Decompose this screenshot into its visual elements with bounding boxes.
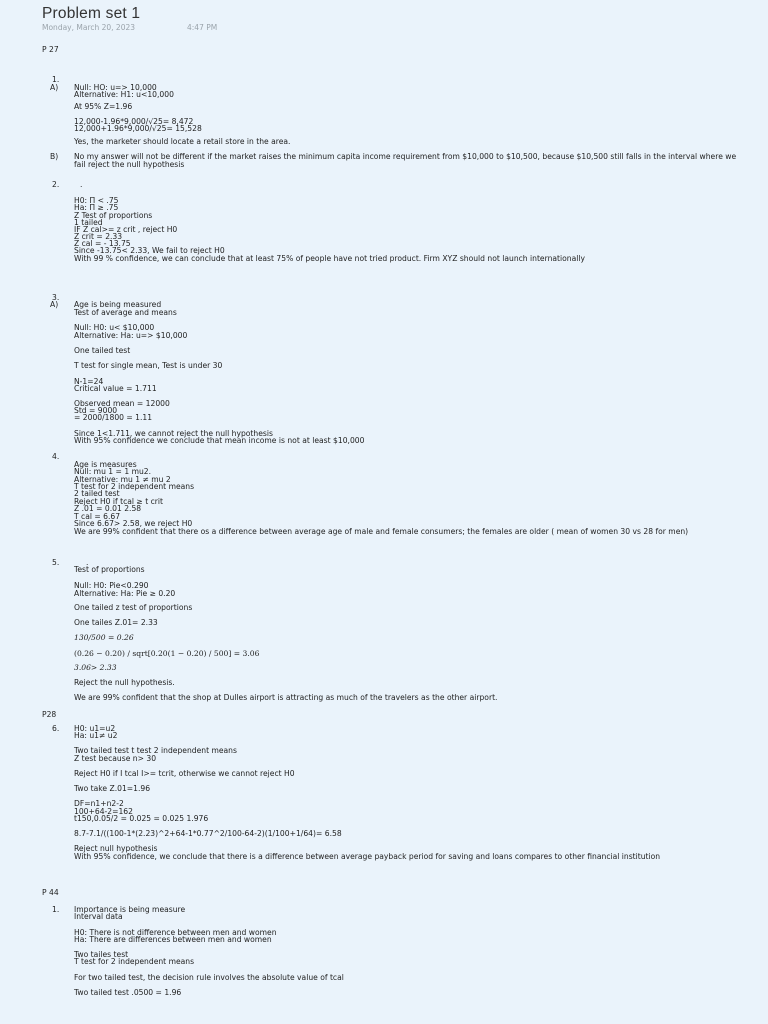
- q3-ttest: T test for single mean, Test is under 30: [74, 361, 223, 370]
- q1-answer-b: No my answer will not be different if the market raises the minimum capita income requirement from $10,000 to $10,500, because $10,500 still falls in the interval where we fail reject the null hypothesis: [74, 152, 737, 169]
- page-time: 4:47 PM: [187, 23, 218, 32]
- q1-upper: 12,000+1.96*9,000/√25= 15,528: [74, 124, 202, 133]
- q6-df-calc: 100+64-2=162: [74, 807, 133, 816]
- q6-h0: H0: u1=u2: [74, 724, 116, 733]
- q2-zcal: Z cal = - 13.75: [74, 239, 131, 248]
- q4-two-tailed: 2 tailed test: [74, 489, 120, 498]
- section-p44: P 44: [42, 888, 59, 897]
- q4-null: Null: mu 1 = 1 mu2.: [74, 467, 152, 476]
- q2-zcrit: Z crit = 2.33: [74, 232, 123, 241]
- p44-q1-measure: Importance is being measure: [74, 905, 186, 914]
- q5-z01: One tailes Z.01= 2.33: [74, 618, 158, 627]
- q3-conclusion: With 95% confidence we conclude that mean income is not at least $10,000: [74, 436, 365, 445]
- page-title: Problem set 1: [42, 5, 141, 22]
- q2-since: Since -13.75< 2.33, We fail to reject H0: [74, 246, 225, 255]
- p44-q1-two-tailed: Two tailes test: [74, 950, 129, 959]
- q6-reject: Reject null hypothesis: [74, 844, 158, 853]
- q6-tcrit: t150,0.05/2 = 0.025 = 0.025 1.976: [74, 814, 209, 823]
- q5-test: Test of proportions: [74, 565, 145, 574]
- q2-ha: Ha: Π ≥ .75: [74, 203, 119, 212]
- q6-test: Two tailed test t test 2 independent means: [74, 746, 237, 755]
- q2-h0: H0: Π < .75: [74, 196, 119, 205]
- q5-reject: Reject the null hypothesis.: [74, 678, 175, 687]
- q4-number: 4.: [52, 452, 60, 461]
- p44-q1-ha: Ha: There are differences between men and women: [74, 935, 272, 944]
- q6-df: DF=n1+n2-2: [74, 799, 124, 808]
- q6-z01: Two take Z.01=1.96: [74, 784, 151, 793]
- q1-z: At 95% Z=1.96: [74, 102, 133, 111]
- q2-number: 2.: [52, 180, 60, 189]
- q2-conclusion: With 99 % confidence, we can conclude that at least 75% of people have not tried product. Firm XYZ should not launch internationally: [74, 254, 585, 263]
- q1-conclusion: Yes, the marketer should locate a retail store in the area.: [74, 137, 291, 146]
- q3-null: Null: H0: u< $10,000: [74, 323, 155, 332]
- q6-ha: Ha: u1≠ u2: [74, 731, 118, 740]
- section-p28: P28: [42, 710, 57, 719]
- q2-test: Z Test of proportions: [74, 211, 153, 220]
- q2-rule: IF Z cal>= z crit , reject H0: [74, 225, 178, 234]
- q4-z01: Z .01 = 0.01 2.58: [74, 504, 142, 513]
- q6-tcal: 8.7-7.1/((100-1*(2.23)^2+64-1*0.77^2/100-64-2)(1/100+1/64)= 6.58: [74, 829, 342, 838]
- q3-critical: Critical value = 1.711: [74, 384, 157, 393]
- q3-measured: Age is being measured: [74, 300, 162, 309]
- q3-number: 3.: [52, 293, 60, 302]
- q1-number: 1.: [52, 75, 60, 84]
- q5-compare: 3.06> 2.33: [74, 663, 117, 672]
- q2-tailed: 1 tailed: [74, 218, 103, 227]
- p44-q1-interval: Interval data: [74, 912, 123, 921]
- q5-alt: Alternative: Ha: Pie ≥ 0.20: [74, 589, 176, 598]
- p44-q1-ttest: T test for 2 independent means: [74, 957, 195, 966]
- q4-alt: Alternative: mu 1 ≠ mu 2: [74, 475, 171, 484]
- q3-test: Test of average and means: [74, 308, 177, 317]
- p44-q1-rule: For two tailed test, the decision rule involves the absolute value of tcal: [74, 973, 344, 982]
- q4-measures: Age is measures: [74, 460, 137, 469]
- q3-std: Std = 9000: [74, 406, 118, 415]
- q4-tcal: T cal = 6.67: [74, 512, 121, 521]
- q3-one-tailed: One tailed test: [74, 346, 131, 355]
- q3-part-a: A): [50, 300, 59, 309]
- q1-null: Null: HO: u=> 10,000: [74, 83, 157, 92]
- q5-number: 5.: [52, 558, 60, 567]
- page-date: Monday, March 20, 2023: [42, 23, 136, 32]
- q3-df: N-1=24: [74, 377, 104, 386]
- p44-q1-number: 1.: [52, 905, 60, 914]
- p44-q1-h0: H0: There is not difference between men and women: [74, 928, 277, 937]
- q3-since: Since 1<1.711, we cannot reject the null hypothesis: [74, 429, 273, 438]
- q1-part-a: A): [50, 83, 59, 92]
- q5-null: Null: H0: Pie<0.290: [74, 581, 149, 590]
- q1-alt: Alternative: H1: u<10,000: [74, 90, 174, 99]
- q5-conclusion: We are 99% confident that the shop at Dulles airport is attracting as much of the travelers as the other airport.: [74, 693, 498, 702]
- q6-ztest: Z test because n> 30: [74, 754, 157, 763]
- q1-lower: 12,000-1.96*9,000/√25= 8,472: [74, 117, 194, 126]
- q4-rule: Reject H0 if tcal ≥ t crit: [74, 497, 163, 506]
- q6-number: 6.: [52, 724, 60, 733]
- q5-dot: .: [86, 558, 89, 567]
- q4-conclusion: We are 99% confident that there os a difference between average age of male and female consumers; the females are older ( mean of women 30 vs 28 for men): [74, 527, 689, 536]
- q3-alt: Alternative: Ha: u=> $10,000: [74, 331, 188, 340]
- q3-mean: Observed mean = 12000: [74, 399, 170, 408]
- q5-one-tailed: One tailed z test of proportions: [74, 603, 193, 612]
- q6-rule: Reject H0 if I tcal I>= tcrit, otherwise we cannot reject H0: [74, 769, 295, 778]
- q1-part-b: B): [50, 152, 59, 161]
- q4-since: Since 6.67> 2.58, we reject H0: [74, 519, 193, 528]
- q4-ttest: T test for 2 independent means: [74, 482, 195, 491]
- section-p27: P 27: [42, 45, 59, 54]
- q2-dot: .: [80, 180, 83, 189]
- p44-q1-crit: Two tailed test .0500 = 1.96: [74, 988, 182, 997]
- q6-conclusion: With 95% confidence, we conclude that there is a difference between average payback period for saving and loans compares to other financial institution: [74, 852, 661, 861]
- q3-ratio: = 2000/1800 = 1.11: [74, 413, 153, 422]
- q5-proportion: 130/500 = 0.26: [74, 633, 134, 642]
- q5-formula: (0.26 − 0.20) / sqrt[0.20(1 − 0.20) / 500] = 3.06: [74, 649, 260, 658]
